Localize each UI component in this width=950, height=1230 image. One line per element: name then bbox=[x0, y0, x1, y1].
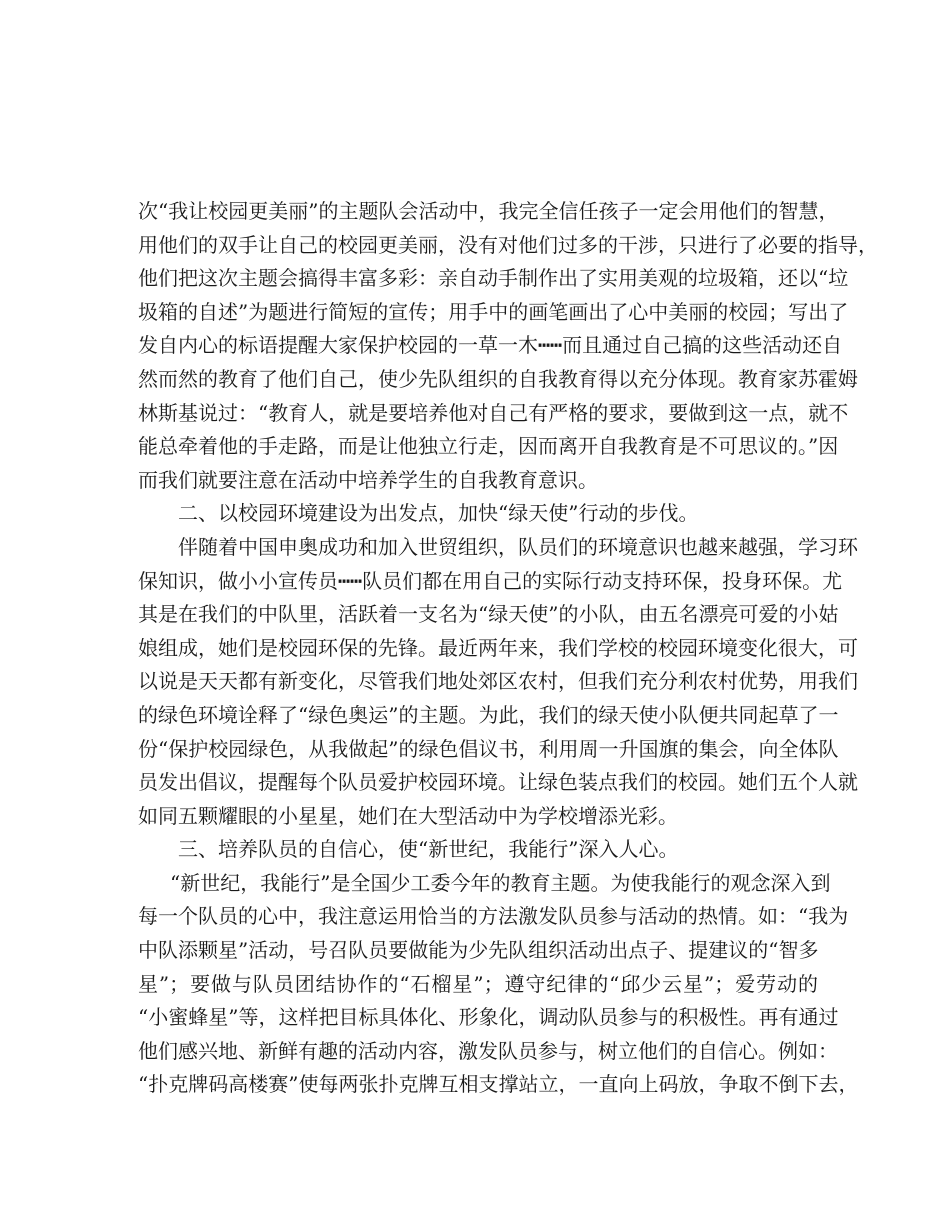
text-line: 然而然的教育了他们自己，使少先队组织的自我教育得以充分体现。教育家苏霍姆 bbox=[138, 366, 858, 391]
text-line: 林斯基说过：“教育人，就是要培养他对自己有严格的要求，要做到这一点，就不 bbox=[138, 400, 849, 425]
text-line: 员发出倡议，提醒每个队员爱护校园环境。让绿色装点我们的校园。她们五个人就 bbox=[138, 770, 858, 795]
text-line: 如同五颗耀眼的小星星，她们在大型活动中为学校增添光彩。 bbox=[138, 803, 678, 828]
text-line: 次“我让校园更美丽”的主题队会活动中，我完全信任孩子一定会用他们的智慧， bbox=[138, 199, 839, 223]
text-line: 其是在我们的中队里，活跃着一支名为“绿天使”的小队，由五名漂亮可爱的小姑 bbox=[138, 602, 839, 627]
text-line: 而我们就要注意在活动中培养学生的自我教育意识。 bbox=[138, 467, 598, 492]
section-heading: 三、培养队员的自信心，使“新世纪，我能行”深入人心。 bbox=[178, 837, 679, 862]
text-line: “扑克牌码高楼赛”使每两张扑克牌互相支撑站立，一直向上码放，争取不倒下去， bbox=[138, 1072, 859, 1097]
document-page bbox=[138, 195, 878, 1102]
text-line: 圾箱的自述”为题进行简短的宣传；用手中的画笔画出了心中美丽的校园；写出了 bbox=[138, 299, 849, 324]
text-line: 星”；要做与队员团结协作的“石榴星”；遵守纪律的“邱少云星”；爱劳动的 bbox=[138, 971, 818, 996]
text-line: 用他们的双手让自己的校园更美丽，没有对他们过多的干涉，只进行了必要的指导， bbox=[138, 232, 878, 257]
text-line: 的绿色环境诠释了“绿色奥运”的主题。为此，我们的绿天使小队便共同起草了一 bbox=[138, 702, 839, 727]
text-line: 发自内心的标语提醒大家保护校园的一草一木┅┅而且通过自己搞的这些活动还自 bbox=[138, 333, 843, 358]
text-line: 伴随着中国申奥成功和加入世贸组织，队员们的环境意识也越来越强，学习环 bbox=[178, 534, 858, 559]
text-line: 娘组成，她们是校园环保的先锋。最近两年来，我们学校的校园环境变化很大，可 bbox=[138, 635, 858, 660]
section-heading: 二、以校园环境建设为出发点，加快“绿天使”行动的步伐。 bbox=[178, 501, 699, 526]
text-line: “小蜜蜂星”等，这样把目标具体化、形象化，调动队员参与的积极性。再有通过 bbox=[138, 1005, 839, 1030]
text-line: 保知识，做小小宣传员┅┅队员们都在用自己的实际行动支持环保，投身环保。尤 bbox=[138, 568, 843, 593]
text-line: 份“保护校园绿色，从我做起”的绿色倡议书，利用周一升国旗的集会，向全体队 bbox=[138, 736, 839, 761]
text-line: 能总牵着他的手走路，而是让他独立行走，因而离开自我教育是不可思议的。”因 bbox=[138, 434, 839, 459]
text-line: 每一个队员的心中，我注意运用恰当的方法激发队员参与活动的热情。如：“我为 bbox=[138, 904, 849, 929]
text-line: 他们感兴地、新鲜有趣的活动内容，激发队员参与，树立他们的自信心。例如： bbox=[138, 1038, 838, 1063]
text-line: 中队添颗星”活动，号召队员要做能为少先队组织活动出点子、提建议的“智多 bbox=[138, 938, 819, 963]
text-line: 他们把这次主题会搞得丰富多彩：亲自动手制作出了实用美观的垃圾箱，还以“垃 bbox=[138, 266, 849, 291]
text-line: “新世纪，我能行”是全国少工委今年的教育主题。为使我能行的观念深入到 bbox=[170, 870, 831, 895]
text-line: 以说是天天都有新变化，尽管我们地处郊区农村，但我们充分利农村优势，用我们 bbox=[138, 669, 858, 694]
